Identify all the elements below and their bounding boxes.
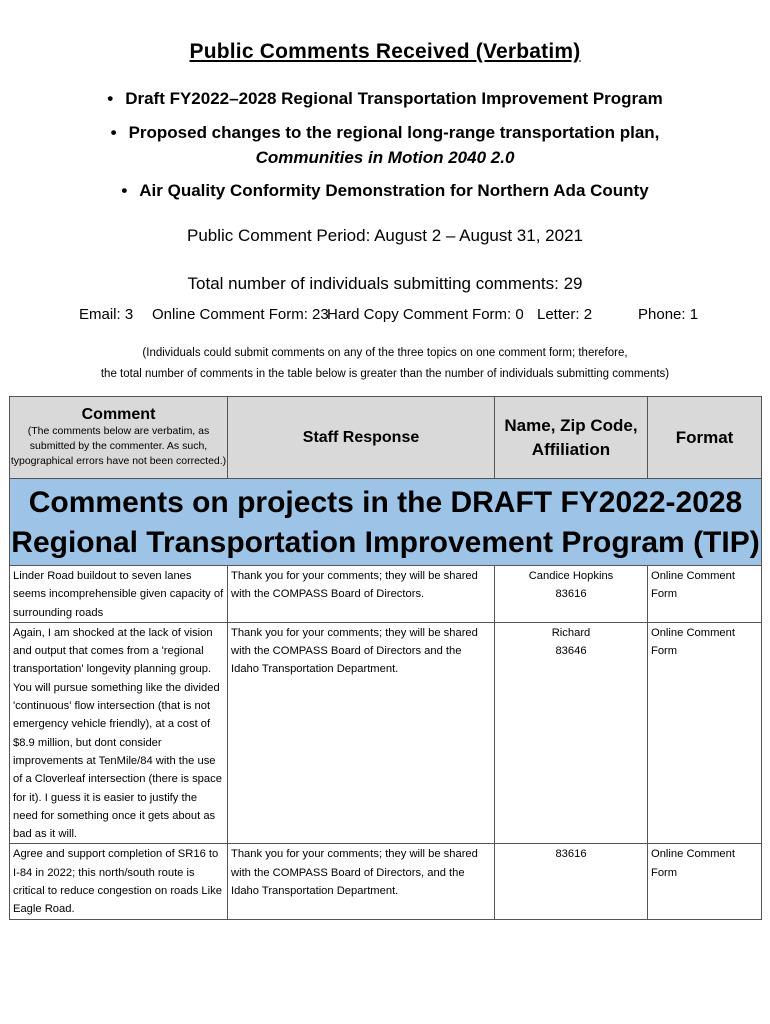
document-title: Public Comments Received (Verbatim)	[189, 40, 581, 63]
header-name	[495, 397, 648, 479]
format-online-count: Online Comment Form: 23	[152, 306, 329, 323]
total-individuals: Total number of individuals submitting comments: 29	[187, 274, 583, 293]
note-line-1: (Individuals could submit comments on any of the three topics on one comment form; therefore,	[142, 347, 628, 359]
bullet-icon: •	[110, 123, 117, 142]
format-cell: Online Comment Form	[648, 566, 762, 623]
bullet-plan-text: Proposed changes to the regional long-range transportation plan,	[128, 123, 660, 142]
table-row	[10, 622, 762, 844]
commenter-zip: 83616	[555, 848, 587, 861]
header-format	[648, 397, 762, 479]
header-staff-label: Staff Response	[302, 428, 420, 446]
bullet-tip-text: Draft FY2022–2028 Regional Transportation Improvement Program	[125, 89, 663, 108]
bullet-icon: •	[121, 181, 128, 200]
header-staff-response	[228, 397, 495, 479]
comment-cell: Linder Road buildout to seven lanes seems incomprehensible given capacity of surrounding roads	[10, 566, 228, 623]
table-row	[10, 566, 762, 623]
comments-table	[9, 396, 762, 920]
format-hardcopy-count: Hard Copy Comment Form: 0	[327, 306, 524, 323]
header-comment-note: (The comments below are verbatim, as submitted by the commenter. As such, typographical errors have not been corrected.)	[10, 425, 227, 467]
format-cell: Online Comment Form	[648, 622, 762, 844]
commenter-zip: 83646	[555, 645, 587, 658]
comment-cell: Agree and support completion of SR16 to I-84 in 2022; this north/south route is critical to reduce congestion on roads Like Eagle Road.	[10, 844, 228, 919]
header-comment-label: Comment	[81, 406, 156, 423]
name-cell	[495, 622, 648, 844]
table-header-row	[10, 397, 762, 479]
header-name-label: Name, Zip Code, Affiliation	[504, 415, 638, 459]
response-cell: Thank you for your comments; they will be shared with the COMPASS Board of Directors, and the Idaho Transportation Department.	[228, 844, 495, 919]
section-title: Comments on projects in the DRAFT FY2022-2028 Regional Transportation Improvement Program (TIP)	[10, 479, 762, 566]
table-row	[10, 844, 762, 919]
section-row	[10, 479, 762, 566]
header-comment	[10, 397, 228, 479]
commenter-name: Candice Hopkins	[528, 570, 614, 582]
response-cell: Thank you for your comments; they will be shared with the COMPASS Board of Directors.	[228, 566, 495, 623]
bullet-plan-name: Communities in Motion 2040 2.0	[255, 148, 515, 167]
format-email-count: Email: 3	[79, 306, 134, 323]
note-line-2: the total number of comments in the table below is greater than the number of individuals submitting comments)	[100, 368, 670, 380]
comment-cell: Again, I am shocked at the lack of vision and output that comes from a 'regional transportation' longevity planning group. You will pursue something like the divided 'continuous' flow intersection (that is not emergency vehicle friendly), at a cost of $8.9 million, but dont consider improvements at TenMile/84 with the use of a Cloverleaf intersection (there is space for it). I guess it is easier to justify the need for something once it gets about as bad as it will.	[10, 622, 228, 844]
response-cell: Thank you for your comments; they will be shared with the COMPASS Board of Directors and the Idaho Transportation Department.	[228, 622, 495, 844]
bullet-air-quality	[0, 181, 770, 201]
bullet-plan	[0, 123, 770, 143]
bullet-tip	[0, 89, 770, 109]
format-phone-count: Phone: 1	[638, 306, 699, 323]
format-letter-count: Letter: 2	[537, 306, 593, 323]
bullet-air-quality-text: Air Quality Conformity Demonstration for Northern Ada County	[139, 181, 649, 200]
header-format-label: Format	[675, 427, 734, 447]
comment-period: Public Comment Period: August 2 – August 31, 2021	[187, 226, 583, 245]
format-cell: Online Comment Form	[648, 844, 762, 919]
bullet-icon: •	[107, 89, 114, 108]
commenter-zip: 83616	[555, 588, 587, 601]
name-cell	[495, 566, 648, 623]
commenter-name: Richard	[551, 626, 591, 639]
name-cell	[495, 844, 648, 919]
